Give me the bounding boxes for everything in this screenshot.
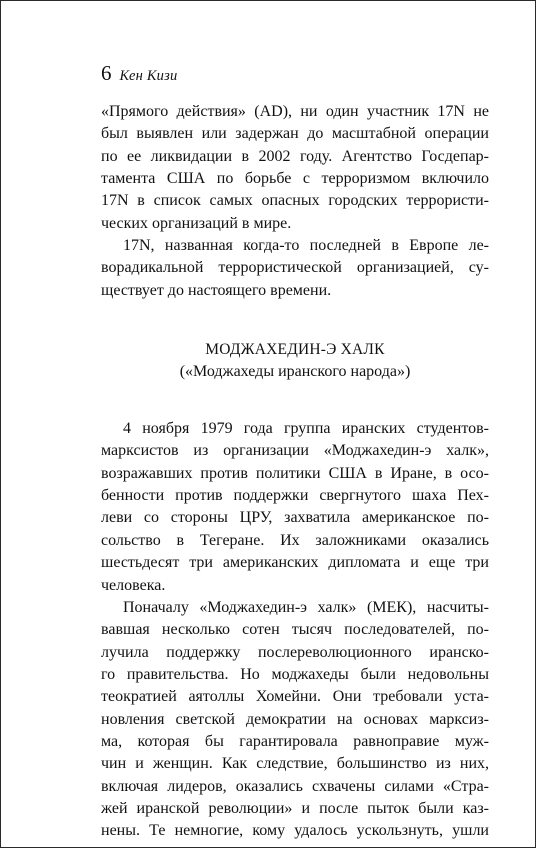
- text-line: человека.: [101, 576, 166, 594]
- paragraph-2: [101, 235, 489, 302]
- text-line: ществует до настоящего времени.: [101, 281, 332, 299]
- page-body: [101, 101, 489, 843]
- page-number: 6: [101, 61, 112, 85]
- text-line: возражавших против политики США в Иране, в осо-: [101, 464, 489, 482]
- text-line: бенности против поддержки свергнутого шаха Пех-: [101, 487, 489, 505]
- text-line: «Прямого действия» (AD), ни один участник 17N не: [101, 103, 489, 120]
- text-line: по ее ликвидации в 2002 году. Агентство Госдепар-: [101, 147, 489, 165]
- text-line: тамента США по борьбе с терроризмом включило: [101, 170, 489, 188]
- text-line: ворадикальной террористической организацией, су-: [101, 259, 489, 277]
- text-line: лучила поддержку послереволюционного иранско-: [101, 643, 489, 661]
- text-line: ма, которая бы гарантировала равноправие муж-: [101, 732, 489, 750]
- text-line: шестьдесят три американских дипломата и еще три: [101, 554, 489, 572]
- text-line: чин и женщин. Как следствие, большинство из них,: [101, 755, 489, 773]
- text-line: Поначалу «Моджахедин-э халк» (МЕК), насчиты-: [123, 598, 489, 616]
- text-line: вавшая несколько сотен тысяч последователей, по-: [101, 621, 489, 639]
- paragraph-1: [101, 101, 489, 235]
- section-subtitle: («Моджахеды иранского народа»): [179, 363, 411, 381]
- text-line: теократией аятоллы Хомейни. Они требовали уста-: [101, 688, 489, 706]
- text-line: был выявлен или задержан до масштабной операции: [101, 125, 489, 143]
- text-line: нены. Те немногие, кому удалось ускользнуть, ушли: [101, 822, 489, 840]
- text-line: жей иранской революции» и после пыток были каз-: [101, 799, 489, 817]
- text-line: включая лидеров, оказались схвачены силами «Стра-: [101, 777, 489, 795]
- text-line: го правительства. Но моджахеды были недовольны: [101, 665, 489, 683]
- paragraph-3: [101, 418, 489, 597]
- section-heading: [101, 339, 489, 383]
- text-line: 17N в список самых опасных городских террористи-: [101, 192, 489, 210]
- text-line: леви со стороны ЦРУ, захватила американское по-: [101, 509, 489, 527]
- running-head-author: Кен Кизи: [119, 68, 178, 84]
- section-title: МОДЖАХЕДИН-Э ХАЛК: [205, 341, 385, 359]
- text-line: 4 ноября 1979 года группа иранских студентов-: [123, 420, 489, 438]
- text-line: ческих организаций в мире.: [101, 214, 292, 232]
- text-line: сольство в Тегеране. Их заложниками оказались: [101, 531, 489, 549]
- page-header: [101, 63, 177, 85]
- text-line: марксистов из организации «Моджахедин-э халк»,: [101, 442, 489, 460]
- text-line: 17N, названная когда-то последней в Европе ле-: [123, 237, 489, 255]
- text-line: новления светской демократии на основах марксиз-: [101, 710, 489, 728]
- paragraph-4: [101, 597, 489, 843]
